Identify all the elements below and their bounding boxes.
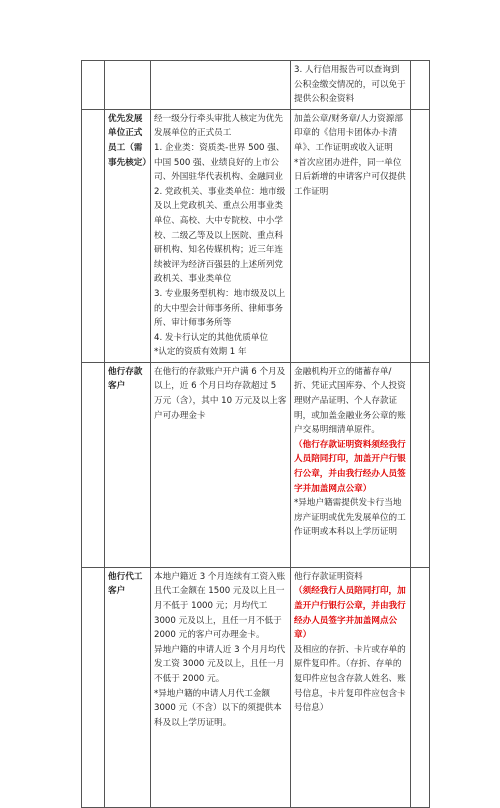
condition-cell <box>151 567 291 807</box>
category-cell: 他行存款客户 <box>105 362 151 567</box>
condition-cell <box>151 61 291 110</box>
materials-cell <box>291 362 411 567</box>
condition-text: 经一级分行牵头审批人核定为优先发展单位的正式员工 <box>154 113 283 139</box>
condition-text: *认定的资质有效期 1 年 <box>154 347 247 358</box>
materials-cell <box>291 61 411 110</box>
condition-text: 异地户籍的申请人近 3 个月月均代发工资 3000 元及以上，且任一月不低于 2000 元。 <box>154 644 286 685</box>
condition-text: 4. 发卡行认定的其他优质单位 <box>154 332 269 343</box>
materials-text: 他行存款证明资料 <box>294 571 363 582</box>
condition-cell <box>151 109 291 362</box>
materials-text: *异地户籍需提供发卡行当地房产证明或优先发展单位的工作证明或本科以上学历证明 <box>294 498 406 538</box>
condition-text: 3. 专业服务型机构：地市级及以上的大中型会计师事务所、律师事务所、审计师事务所等 <box>154 288 286 329</box>
category-cell: 他行代工客户 <box>105 567 151 807</box>
materials-text: 加盖公章/财务章/人力资源部印章的《信用卡团体办卡清单》、工作证明或收入证明 <box>294 113 403 153</box>
table-row <box>82 109 430 362</box>
materials-cell <box>291 109 411 362</box>
condition-text: 2. 党政机关、事业类单位：地市级及以上党政机关、重点公用事业类单位、高校、大中专院校、中小学校、二级乙等及以上医院、重点科研机构、知名传媒机构；近三年连续被评为经济百强县的上述所列党政机关、事业类单位 <box>154 186 286 285</box>
materials-cell <box>291 567 411 807</box>
condition-text: 本地户籍近 3 个月连续有工资入账且代工金额在 1500 元及以上且一月不低于 1000 元；月均代工 3000 元及以上，且任一月不低于 2000 元的客户可办理金卡。 <box>154 571 286 641</box>
materials-note-highlight: （他行存款证明资料须经我行人员陪同打印，加盖开户行银行公章，并由我行经办人员签字并加盖网点公章） <box>294 439 406 494</box>
condition-text: 在他行的存款账户开户满 6 个月及以上，近 6 个月日均存款超过 5 万元（含），其中 10 万元及以上客户可办理金卡 <box>154 366 287 421</box>
table-row <box>82 362 430 567</box>
condition-text: *异地户籍的申请人月代工金额 3000 元（不含）以下的须提供本科及以上学历证明。 <box>154 688 282 728</box>
row-margin-cell <box>411 567 430 807</box>
materials-note-highlight: （须经我行人员陪同打印，加盖开户行银行公章，并由我行经办人员签字并加盖网点公章） <box>294 586 406 641</box>
table-row <box>82 61 430 110</box>
row-margin-cell <box>411 109 430 362</box>
row-margin-cell <box>411 362 430 567</box>
table-body <box>82 61 430 808</box>
materials-text: 及相应的存折、卡片或存单的原件复印件。（存折、存单的复印件应包含存款人姓名、账号信息，卡片复印件应包含卡号信息） <box>294 644 406 714</box>
table-row <box>82 567 430 807</box>
category-cell <box>105 61 151 110</box>
materials-text: 3. 人行信用报告可以查询到公积金缴交情况的，可以免于提供公积金资料 <box>294 65 406 105</box>
requirements-table <box>81 60 430 808</box>
row-margin-cell <box>82 567 105 807</box>
category-cell: 优先发展单位正式员工（需事先核定） <box>105 109 151 362</box>
row-margin-cell <box>411 61 430 110</box>
materials-text: 金融机构开立的储蓄存单/折、凭证式国库券、个人投资理财产品证明、个人存款证明，或加盖金融业务公章的账户交易明细清单原件。 <box>294 366 406 436</box>
row-margin-cell <box>82 362 105 567</box>
condition-cell <box>151 362 291 567</box>
row-margin-cell <box>82 61 105 110</box>
row-margin-cell <box>82 109 105 362</box>
condition-text: 1. 企业类：资质类-世界 500 强、中国 500 强、业绩良好的上市公司、外国驻华代表机构、金融同业 <box>154 142 285 183</box>
materials-text: *首次应团办进件，同一单位日后新增的申请客户可仅提供工作证明 <box>294 157 406 197</box>
